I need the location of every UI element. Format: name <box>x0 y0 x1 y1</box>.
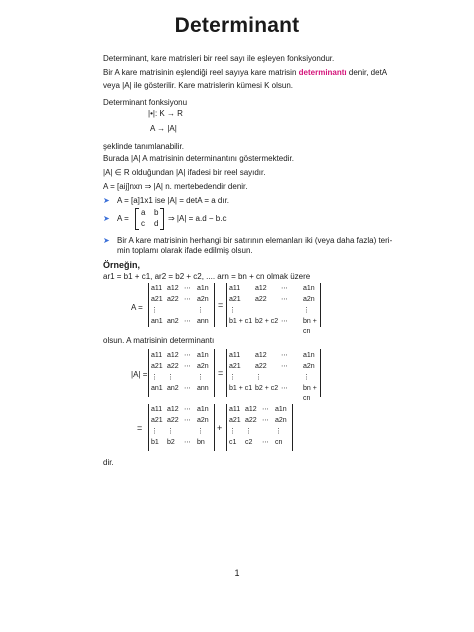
bullet-arrow-icon: ➤ <box>103 236 110 245</box>
bullet-3-text-cont: min toplamı olarak ifade edilmiş olsun. <box>117 246 253 255</box>
matrix-cell: ⋯ <box>184 285 191 292</box>
matrix-cell: ⋮ <box>197 428 204 435</box>
determinant-bar-left <box>226 404 227 451</box>
function-mapping-1: |•|: K → R <box>148 109 183 118</box>
bullet-1-text: A = [a]1x1 ise |A| = detA = a dır. <box>117 196 230 205</box>
matrix-cell: ⋮ <box>167 428 174 435</box>
matrix-cell: ⋮ <box>275 428 282 435</box>
matrix-bracket-right <box>214 283 215 327</box>
determinant-split-right <box>229 405 291 451</box>
matrix-cell: ⋮ <box>151 307 158 314</box>
matrix-cell: ⋮ <box>229 307 236 314</box>
matrix-cell: a22 <box>167 296 179 303</box>
matrix-cell: b2 <box>167 439 175 446</box>
matrix-cell: a1n <box>197 406 209 413</box>
determinant-bar-right <box>214 349 215 397</box>
function-mapping-2: A → |A| <box>150 124 177 133</box>
matrix-cell: ⋮ <box>303 307 310 314</box>
matrix-cell: a11 <box>229 285 241 292</box>
matrix-cell: bn + cn <box>303 318 317 335</box>
matrix-cell: b <box>154 208 159 217</box>
matrix-cell: a22 <box>167 417 179 424</box>
matrix-cell: a22 <box>245 417 257 424</box>
matrix-cell: ⋯ <box>262 406 269 413</box>
matrix-cell: an2 <box>167 318 179 325</box>
function-heading: Determinant fonksiyonu <box>103 98 188 107</box>
definition-line-7: A = [aij]nxn ⇒ |A| n. mertebedendir denir. <box>103 182 248 191</box>
matrix-cell: a11 <box>151 406 163 413</box>
matrix-a-right <box>229 284 321 335</box>
matrix-cell: ⋮ <box>245 428 252 435</box>
matrix-cell: ⋯ <box>184 406 191 413</box>
matrix-cell: an1 <box>151 385 163 392</box>
matrix-cell: c1 <box>229 439 237 446</box>
definition-line-4: şeklinde tanımlanabilir. <box>103 142 184 151</box>
equals-sign: = <box>137 423 143 433</box>
matrix-cell: a21 <box>151 296 163 303</box>
matrix-cell: ⋯ <box>184 385 191 392</box>
page-title: Determinant <box>174 14 300 37</box>
example-heading: Örneğin, <box>103 260 141 270</box>
matrix-cell: ⋮ <box>197 374 204 381</box>
matrix-cell: cn <box>275 439 283 446</box>
matrix-bracket-left <box>135 208 139 230</box>
matrix-cell: a1n <box>197 285 209 292</box>
matrix-cell: a11 <box>229 406 241 413</box>
matrix-cell: ⋮ <box>229 374 236 381</box>
matrix-cell: a2n <box>197 363 209 370</box>
equals-sign: = <box>218 368 224 378</box>
determinant-label: |A| = <box>131 370 148 379</box>
matrix-cell: ⋯ <box>184 296 191 303</box>
matrix-bracket-left <box>226 283 227 327</box>
matrix-cell: a1n <box>303 352 315 359</box>
closing-text: dir. <box>103 458 114 467</box>
definition-text: Determinant, kare matrisleri bir reel sayı ile eşleyen fonksiyondur. <box>103 54 335 63</box>
matrix-cell: bn + cn <box>303 385 317 402</box>
text-span: denir, detA <box>346 68 388 77</box>
definition-line-2 <box>103 68 387 78</box>
matrix-cell: a21 <box>229 296 241 303</box>
matrix-cell: a2n <box>197 417 209 424</box>
matrix-cell: a1n <box>197 352 209 359</box>
matrix-cell: ⋯ <box>184 352 191 359</box>
matrix-cell: a12 <box>167 285 179 292</box>
matrix-cell: ⋯ <box>184 363 191 370</box>
page-number: 1 <box>234 568 240 578</box>
matrix-cell: a1n <box>303 285 315 292</box>
determinant-bar-left <box>148 404 149 451</box>
matrix-cell: a11 <box>151 285 163 292</box>
matrix-cell: ann <box>197 385 209 392</box>
matrix-cell: a22 <box>255 296 267 303</box>
matrix-cell: a12 <box>167 406 179 413</box>
matrix-cell: ⋯ <box>281 285 288 292</box>
matrix-cell: d <box>154 219 159 228</box>
bullet-3-text: Bir A kare matrisinin herhangi bir satırının elemanları iki (veya daha fazla) teri- <box>117 236 393 245</box>
matrix-cell: a22 <box>167 363 179 370</box>
matrix-cell: b2 + c2 <box>255 318 279 325</box>
definition-line-5: Burada |A| A matrisinin determinantını göstermektedir. <box>103 154 294 163</box>
definition-line-6: |A| ∈ R olduğundan |A| ifadesi bir reel sayıdır. <box>103 168 266 177</box>
matrix-cell: a22 <box>255 363 267 370</box>
matrix-cell: b1 + c1 <box>229 385 253 392</box>
plus-sign: + <box>217 423 223 433</box>
matrix-bracket-right <box>320 283 321 327</box>
matrix-cell: a11 <box>151 352 163 359</box>
matrix-cell: ⋮ <box>197 307 204 314</box>
determinant-bar-right <box>214 404 215 451</box>
matrix-cell: a21 <box>229 417 241 424</box>
matrix-cell: ann <box>197 318 209 325</box>
determinant-bar-right <box>292 404 293 451</box>
matrix-cell: bn <box>197 439 205 446</box>
matrix-cell: b1 + c1 <box>229 318 253 325</box>
matrix-cell: a2n <box>303 363 315 370</box>
bullet-2-result: ⇒ |A| = a.d − b.c <box>168 214 227 223</box>
matrix-a-label: A = <box>131 303 143 312</box>
matrix-cell: a2n <box>303 296 315 303</box>
matrix-cell: an1 <box>151 318 163 325</box>
matrix-cell: ⋯ <box>184 417 191 424</box>
matrix-cell: a <box>141 208 146 217</box>
matrix-cell: ⋮ <box>255 374 262 381</box>
matrix-cell: ⋯ <box>281 296 288 303</box>
matrix-cell: a21 <box>229 363 241 370</box>
matrix-cell: ⋮ <box>151 428 158 435</box>
matrix-bracket-right <box>160 208 164 230</box>
matrix-cell: b2 + c2 <box>255 385 279 392</box>
matrix-cell: a1n <box>275 406 287 413</box>
matrix-cell: ⋯ <box>262 439 269 446</box>
determinant-bar-left <box>148 349 149 397</box>
bullet-arrow-icon: ➤ <box>103 214 110 223</box>
matrix-cell: ⋯ <box>184 439 191 446</box>
matrix-a-left <box>151 284 211 328</box>
matrix-cell: ⋮ <box>229 428 236 435</box>
determinant-intro: olsun. A matrisinin determinantı <box>103 336 215 345</box>
matrix-cell: c2 <box>245 439 253 446</box>
matrix-cell: a21 <box>151 417 163 424</box>
equals-sign: = <box>218 300 224 310</box>
determinant-split-left <box>151 405 213 451</box>
matrix-cell: b1 <box>151 439 159 446</box>
text-span: Bir A kare matrisinin eşlendiği reel sayıya kare matrisin <box>103 68 299 77</box>
determinant-left <box>151 351 213 397</box>
matrix-cell: a2n <box>275 417 287 424</box>
bullet-2-label: A = <box>117 214 129 223</box>
matrix-cell: ⋮ <box>303 374 310 381</box>
bullet-arrow-icon: ➤ <box>103 196 110 205</box>
definition-line-3: veya |A| ile gösterilir. Kare matrislerin kümesi K olsun. <box>103 81 294 90</box>
matrix-cell: a11 <box>229 352 241 359</box>
matrix-cell: an2 <box>167 385 179 392</box>
matrix-cell: ⋯ <box>262 417 269 424</box>
matrix-cell: a12 <box>245 406 257 413</box>
matrix-cell: a12 <box>167 352 179 359</box>
matrix-cell: ⋯ <box>281 385 288 392</box>
matrix-cell: ⋯ <box>281 363 288 370</box>
matrix-bracket-left <box>148 283 149 327</box>
matrix-cell: a21 <box>151 363 163 370</box>
matrix-cell: a12 <box>255 285 267 292</box>
highlight-term: determinantı <box>298 68 347 77</box>
matrix-cell: ⋯ <box>184 318 191 325</box>
matrix-cell: c <box>141 219 145 228</box>
matrix-cell: ⋯ <box>281 318 288 325</box>
determinant-right <box>229 351 321 402</box>
matrix-cell: a12 <box>255 352 267 359</box>
matrix-cell: ⋮ <box>167 374 174 381</box>
determinant-bar-right <box>320 349 321 397</box>
determinant-bar-left <box>226 349 227 397</box>
matrix-cell: ⋮ <box>151 374 158 381</box>
example-condition: ar1 = b1 + c1, ar2 = b2 + c2, .... arn = bn + cn olmak üzere <box>103 272 311 281</box>
matrix-cell: ⋯ <box>281 352 288 359</box>
matrix-cell: a2n <box>197 296 209 303</box>
